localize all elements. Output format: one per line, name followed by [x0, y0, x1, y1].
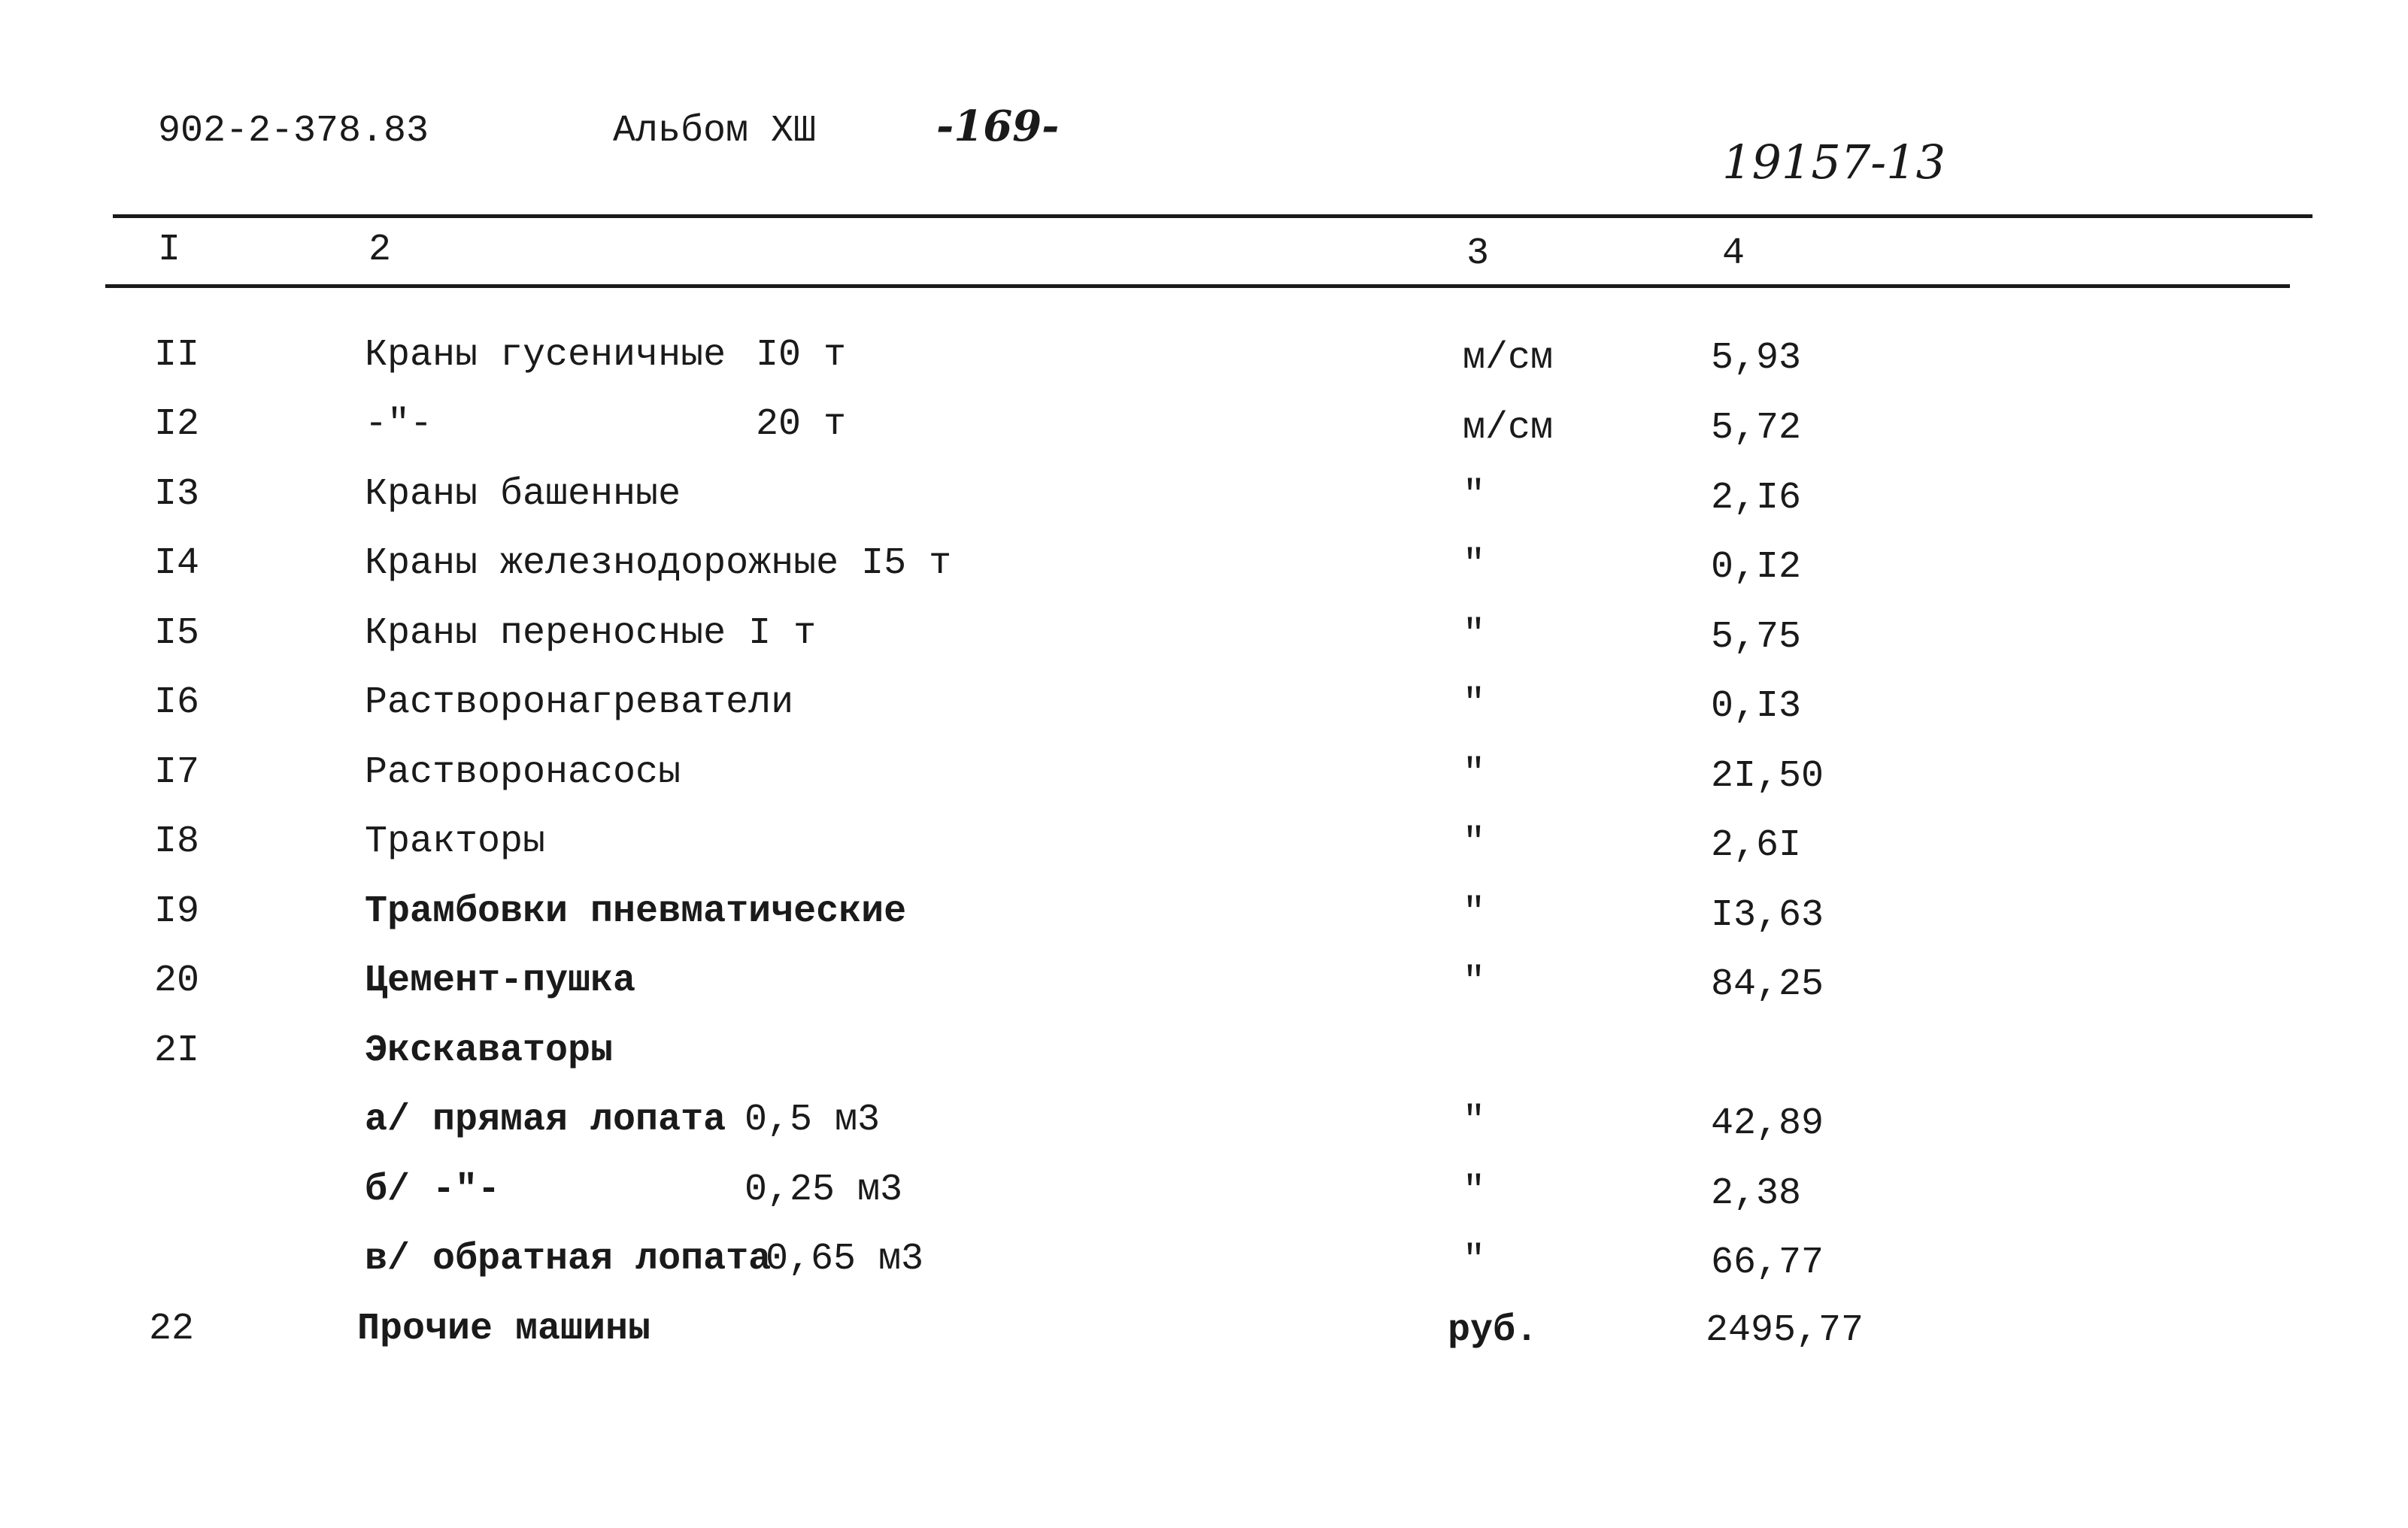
- row-name: -"-: [365, 403, 433, 446]
- row-number: I9: [154, 890, 200, 933]
- row-unit: ": [1463, 683, 1486, 726]
- row-name: Краны переносные I т: [365, 612, 817, 655]
- row-value: 5,72: [1711, 407, 1802, 450]
- row-name: Растворонасосы: [365, 751, 681, 794]
- row-number: 20: [154, 960, 200, 1002]
- row-name: Трамбовки пневматические: [365, 890, 907, 933]
- row-spec: 0,5 м3: [745, 1099, 881, 1141]
- row-spec: 0,25 м3: [745, 1169, 903, 1211]
- column-header-4: 4: [1722, 232, 1745, 275]
- row-name: Краны железнодорожные I5 т: [365, 542, 952, 585]
- column-header-2: 2: [368, 229, 392, 271]
- row-value: 84,25: [1711, 963, 1824, 1006]
- row-number: I3: [154, 473, 200, 516]
- row-unit: ": [1463, 544, 1486, 587]
- row-name: Растворонагреватели: [365, 681, 794, 724]
- page-number: -169-: [936, 102, 1060, 151]
- column-header-1: I: [158, 229, 181, 271]
- row-unit: ": [1463, 1239, 1486, 1282]
- row-name: Тракторы: [365, 820, 546, 863]
- row-name: а/ прямая лопата: [365, 1099, 726, 1141]
- row-unit: ": [1463, 1170, 1486, 1213]
- row-unit: м/см: [1463, 407, 1554, 450]
- row-name: Краны башенные: [365, 473, 681, 516]
- row-value: 42,89: [1711, 1102, 1824, 1145]
- header-bottom-rule: [105, 284, 2290, 288]
- row-number: II: [154, 334, 200, 377]
- row-value: 2,38: [1711, 1172, 1802, 1215]
- row-name: Прочие машины: [357, 1308, 651, 1351]
- row-unit: ": [1463, 1100, 1486, 1143]
- doc-code: 902-2-378.83: [158, 110, 429, 153]
- row-unit: ": [1463, 822, 1486, 865]
- row-value: 2,6I: [1711, 824, 1802, 867]
- row-unit: ": [1463, 961, 1486, 1004]
- row-name: б/ -"-: [365, 1169, 501, 1211]
- row-unit: ": [1463, 753, 1486, 796]
- row-value: 2495,77: [1706, 1309, 1864, 1352]
- row-number: 22: [149, 1308, 195, 1351]
- row-number: I6: [154, 681, 200, 724]
- row-value: 2I,50: [1711, 755, 1824, 798]
- row-name: Экскаваторы: [365, 1029, 614, 1072]
- row-name: Цемент-пушка: [365, 960, 636, 1002]
- row-number: I5: [154, 612, 200, 655]
- row-spec: 20 т: [756, 403, 847, 446]
- row-number: I4: [154, 542, 200, 585]
- row-number: I8: [154, 820, 200, 863]
- column-header-3: 3: [1466, 232, 1490, 275]
- row-value: I3,63: [1711, 894, 1824, 937]
- row-number: 2I: [154, 1029, 200, 1072]
- row-name: в/ обратная лопата: [365, 1238, 772, 1281]
- row-unit: ": [1463, 892, 1486, 935]
- row-value: 5,93: [1711, 337, 1802, 380]
- row-spec: I0 т: [756, 334, 847, 377]
- archive-number: 19157-13: [1722, 135, 1946, 189]
- row-name: Краны гусеничные: [365, 334, 726, 377]
- row-unit: руб.: [1448, 1309, 1539, 1352]
- row-spec: 0,65 м3: [766, 1238, 924, 1281]
- row-value: 0,I3: [1711, 685, 1802, 728]
- album-label: Альбом XШ: [613, 110, 817, 153]
- row-value: 2,I6: [1711, 477, 1802, 520]
- row-value: 0,I2: [1711, 546, 1802, 589]
- row-unit: м/см: [1463, 337, 1554, 380]
- top-rule: [113, 214, 2312, 218]
- row-number: I2: [154, 403, 200, 446]
- row-unit: ": [1463, 614, 1486, 656]
- row-value: 66,77: [1711, 1242, 1824, 1284]
- row-number: I7: [154, 751, 200, 794]
- row-unit: ": [1463, 474, 1486, 517]
- row-value: 5,75: [1711, 616, 1802, 659]
